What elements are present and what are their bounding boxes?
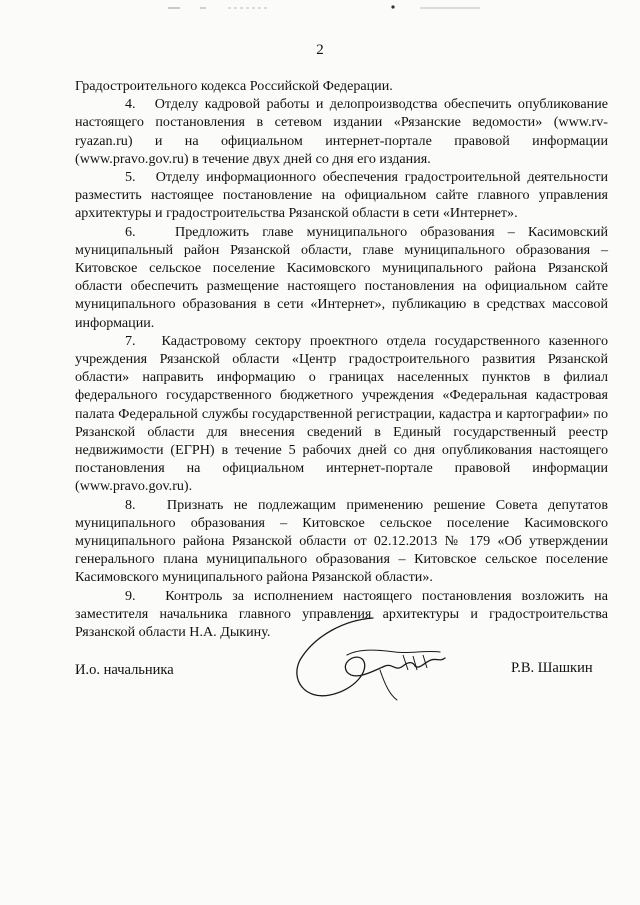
paragraph-2: 5. Отделу информационного обеспечения градостроительной деятельности разместить настоящее постановление на официальном сайте главного управления архитектуры и градостроительства Рязанской области в сети «Интернет».	[75, 169, 608, 222]
document-body	[75, 77, 608, 641]
paragraph-5: 8. Признать не подлежащим применению решение Совета депутатов муниципального образования – Китовское сельское поселение Касимовского муниципального района Рязанской области от 02.12.2013 № 179 «Об утверждении генерального плана муниципального образования – Китовское сельское поселение Касимовского муниципального района Рязанской области».	[75, 496, 608, 586]
paragraph-4: 7. Кадастровому сектору проектного отдела государственного казенного учреждения Рязанской области «Центр градостроительного развития Рязанской области» направить информацию о границах населенных пунктов в филиал федерального государственного бюджетного учреждения «Федеральная кадастровая палата Федеральной службы государственной регистрации, кадастра и картографии» по Рязанской области для внесения сведений в Единый государственный реестр недвижимости (ЕГРН) в течение 5 рабочих дней со дня опубликования настоящего постановления на официальном интернет-портале правовой информации (www.pravo.gov.ru).	[75, 332, 608, 495]
paragraph-6: 9. Контроль за исполнением настоящего постановления возложить на заместителя начальника главного управления архитектуры и градостроительства Рязанской области Н.А. Дыкину.	[75, 587, 608, 641]
scan-artifact-marks	[150, 0, 480, 14]
signatory-title: И.о. начальника	[75, 662, 174, 678]
paragraph-0: Градостроительного кодекса Российской Федерации.	[75, 78, 393, 94]
page-number: 2	[316, 42, 324, 58]
handwritten-signature	[285, 600, 455, 725]
paragraph-3: 6. Предложить главе муниципального образования – Касимовский муниципальный район Рязанской области, главе муниципального образования – Китовское сельское поселение Касимовского муниципального района Рязанской области обеспечить размещение настоящего постановления на официальном сайте муниципального образования в сети «Интернет», публикацию в средствах массовой информации.	[75, 223, 608, 331]
signatory-name: Р.В. Шашкин	[511, 660, 593, 676]
paragraph-1: 4. Отделу кадровой работы и делопроизводства обеспечить опубликование настоящего постановления в сетевом издании «Рязанские ведомости» (www.rv-ryazan.ru) и на официальном интернет-портале правовой информации (www.pravo.gov.ru) в течение двух дней со дня его издания.	[75, 96, 608, 167]
